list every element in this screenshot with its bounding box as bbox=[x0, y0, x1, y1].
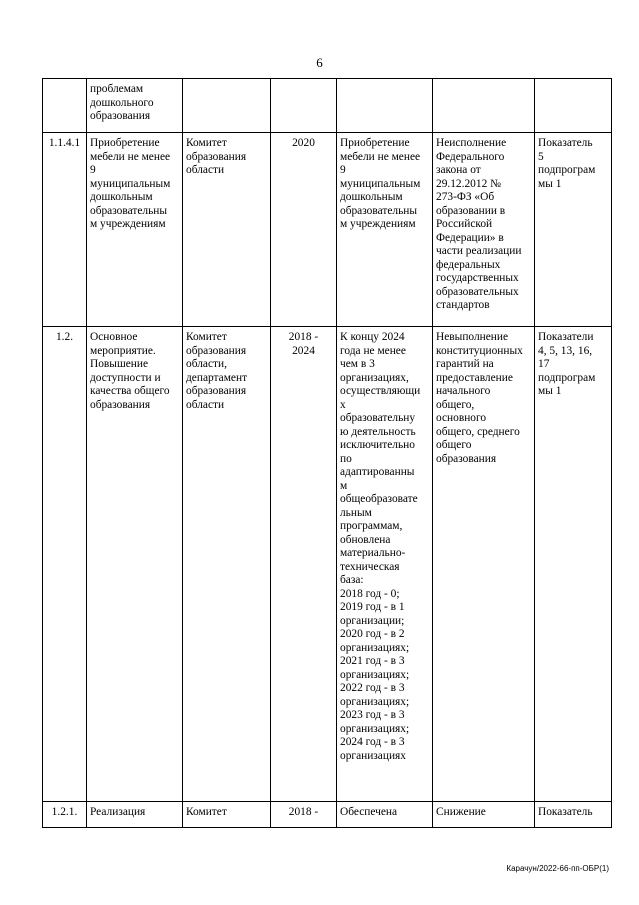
executor-cell bbox=[183, 79, 271, 133]
consequence-cell: Неисполнение Федерального закона от 29.12.2012 № 273-ФЗ «Об образовании в Российской Федерации» в части реализации федеральных государственных образовательных стандартов bbox=[433, 133, 535, 327]
page-number: 6 bbox=[316, 55, 323, 70]
executor-cell: Комитет образования области bbox=[183, 133, 271, 327]
expected-result-cell: Обеспечена bbox=[337, 802, 433, 828]
indicator-cell: Показатель 5 подпрограм мы 1 bbox=[535, 133, 612, 327]
period-cell: 2020 bbox=[271, 133, 337, 327]
table-row bbox=[43, 79, 612, 133]
table-row bbox=[43, 133, 612, 327]
indicator-cell: Показатели 4, 5, 13, 16, 17 подпрограм мы 1 bbox=[535, 327, 612, 802]
executor-cell: Комитет образования области, департамент образования области bbox=[183, 327, 271, 802]
executor-cell: Комитет bbox=[183, 802, 271, 828]
row-number-cell bbox=[43, 79, 87, 133]
measure-name-cell: Реализация bbox=[87, 802, 183, 828]
consequence-cell: Снижение bbox=[433, 802, 535, 828]
expected-result-cell: К концу 2024 года не менее чем в 3 организациях, осуществляющи х образовательну ю деятельность исключительно по адаптированны м общеобразовате льным программам, обновлена материально- техническая база: 2018 год - 0; 2019 год - в 1 организации; 2020 год - в 2 организациях; 2021 год - в 3 организациях; 2022 год - в 3 организациях; 2023 год - в 3 организациях; 2024 год - в 3 организациях bbox=[337, 327, 433, 802]
document-code: Карачун/2022-66-пп-ОБР(1) bbox=[506, 864, 609, 873]
measures-table bbox=[42, 78, 612, 828]
row-number-cell: 1.2. bbox=[43, 327, 87, 802]
expected-result-cell: Приобретение мебели не менее 9 муниципальным дошкольным образовательны м учреждениям bbox=[337, 133, 433, 327]
consequence-cell bbox=[433, 79, 535, 133]
indicator-cell bbox=[535, 79, 612, 133]
period-cell: 2018 - bbox=[271, 802, 337, 828]
indicator-cell: Показатель bbox=[535, 802, 612, 828]
row-number-cell: 1.2.1. bbox=[43, 802, 87, 828]
table-row bbox=[43, 802, 612, 828]
table-row bbox=[43, 327, 612, 802]
measure-name-cell: Основное мероприятие. Повышение доступности и качества общего образования bbox=[87, 327, 183, 802]
measure-name-cell: проблемам дошкольного образования bbox=[87, 79, 183, 133]
consequence-cell: Невыполнение конституционных гарантий на предоставление начального общего, основного общего, среднего общего образования bbox=[433, 327, 535, 802]
period-cell: 2018 - 2024 bbox=[271, 327, 337, 802]
expected-result-cell bbox=[337, 79, 433, 133]
measure-name-cell: Приобретение мебели не менее 9 муниципальным дошкольным образовательны м учреждениям bbox=[87, 133, 183, 327]
row-number-cell: 1.1.4.1 bbox=[43, 133, 87, 327]
period-cell bbox=[271, 79, 337, 133]
